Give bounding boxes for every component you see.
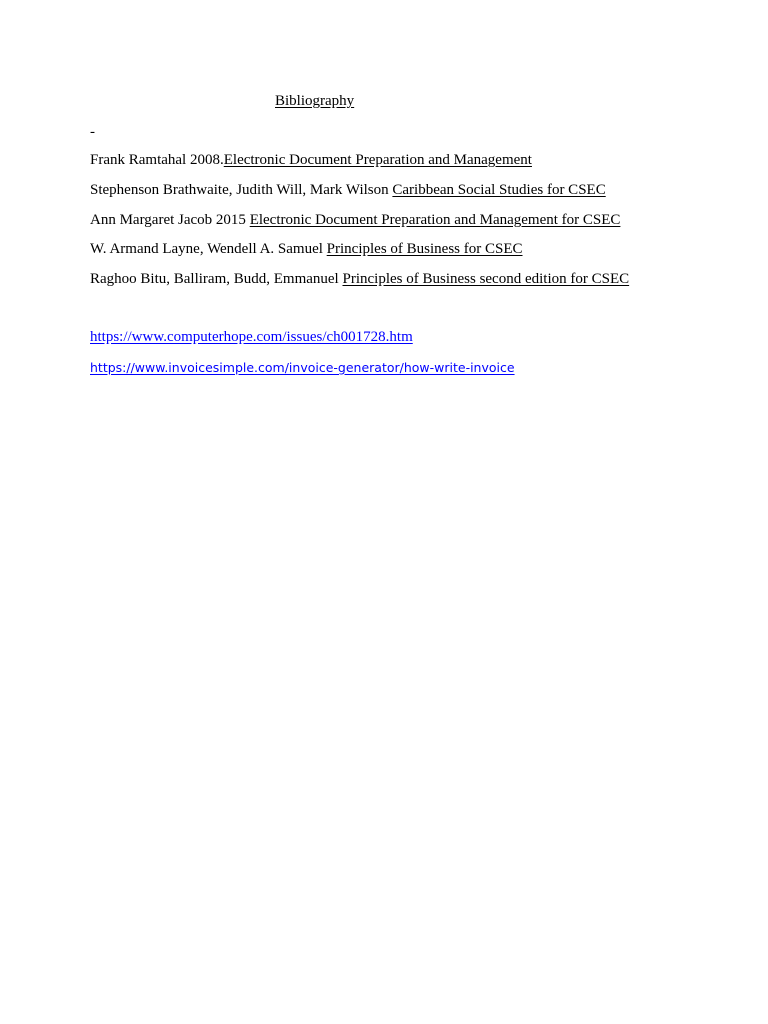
invoicesimple-link[interactable]: https://www.invoicesimple.com/invoice-generator/how-write-invoice — [90, 360, 515, 375]
entry-authors: Frank Ramtahal 2008. — [90, 152, 224, 168]
bibliography-entry — [90, 151, 532, 169]
entry-authors: Stephenson Brathwaite, Judith Will, Mark Wilson — [90, 182, 393, 198]
entry-work-title: Electronic Document Preparation and Management for CSEC — [249, 212, 621, 228]
entry-authors: W. Armand Layne, Wendell A. Samuel — [90, 241, 327, 257]
entry-authors: Ann Margaret Jacob 2015 — [90, 212, 250, 228]
entry-work-title: Caribbean Social Studies for CSEC — [392, 182, 606, 198]
entry-authors: Raghoo Bitu, Balliram, Budd, Emmanuel — [90, 271, 343, 287]
stray-dash: - — [90, 124, 95, 140]
entry-work-title: Electronic Document Preparation and Management — [223, 152, 532, 168]
bibliography-entry — [90, 240, 523, 258]
page-title: Bibliography — [275, 93, 355, 109]
entry-work-title: Principles of Business for CSEC — [326, 241, 523, 257]
bibliography-entry — [90, 181, 606, 199]
computerhope-link[interactable]: https://www.computerhope.com/issues/ch001728.htm — [90, 329, 413, 345]
bibliography-entry — [90, 211, 620, 229]
entry-work-title: Principles of Business second edition for CSEC — [342, 271, 630, 287]
bibliography-entry — [90, 270, 629, 288]
